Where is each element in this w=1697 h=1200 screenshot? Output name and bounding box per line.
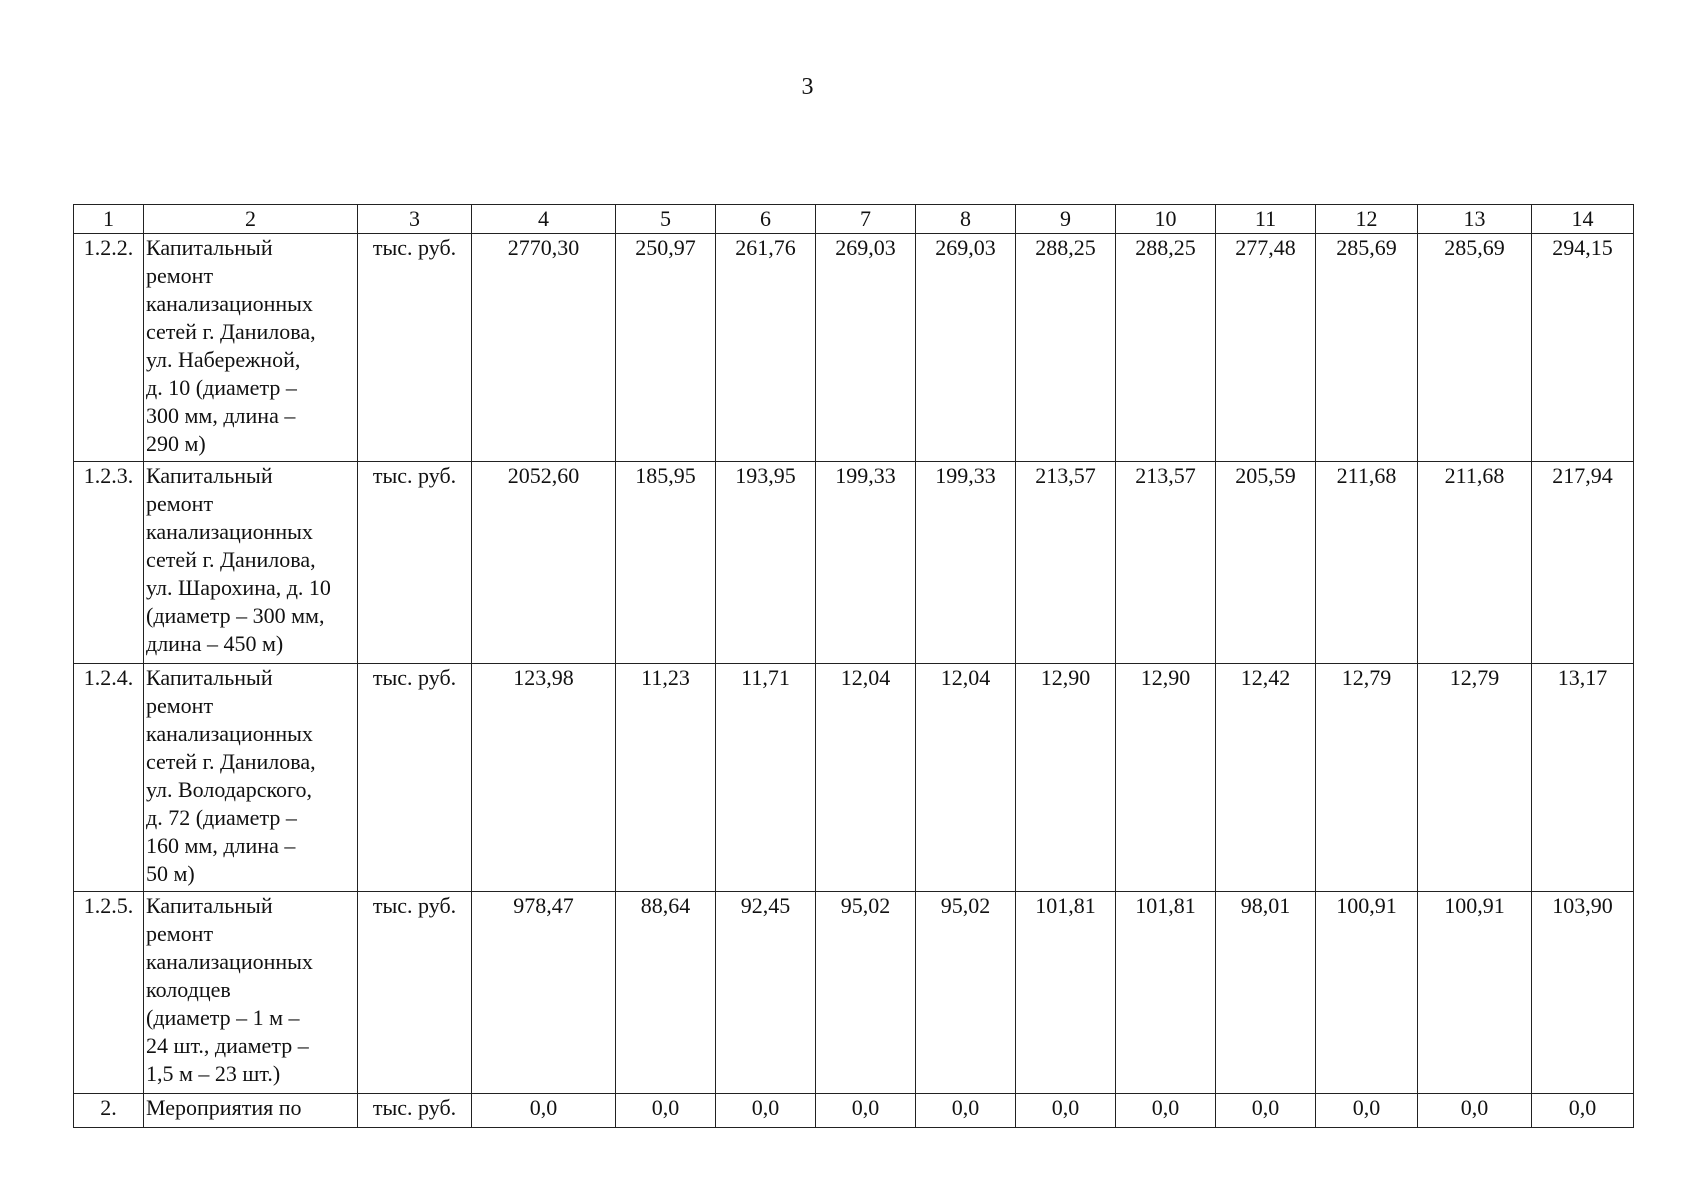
value-cell-col-9: 288,25 <box>1016 234 1116 462</box>
value-cell-col-8: 269,03 <box>916 234 1016 462</box>
value-cell-col-4: 0,0 <box>472 1094 616 1128</box>
table-row <box>74 1094 1634 1128</box>
row-description <box>144 1094 358 1128</box>
value-cell-col-13: 100,91 <box>1418 892 1532 1094</box>
row-unit: тыс. руб. <box>358 1094 472 1128</box>
page-number: 3 <box>801 74 814 100</box>
value-cell-col-9: 101,81 <box>1016 892 1116 1094</box>
value-cell-col-4: 123,98 <box>472 664 616 892</box>
value-cell-col-14: 0,0 <box>1532 1094 1634 1128</box>
value-cell-col-6: 11,71 <box>716 664 816 892</box>
row-unit: тыс. руб. <box>358 892 472 1094</box>
value-cell-col-7: 199,33 <box>816 462 916 664</box>
value-cell-col-7: 0,0 <box>816 1094 916 1128</box>
description-line: д. 10 (диаметр – <box>146 375 297 400</box>
value-cell-col-10: 288,25 <box>1116 234 1216 462</box>
value-cell-col-5: 11,23 <box>616 664 716 892</box>
value-cell-col-13: 211,68 <box>1418 462 1532 664</box>
row-code: 1.2.2. <box>74 234 144 462</box>
value-cell-col-7: 269,03 <box>816 234 916 462</box>
column-header-3: 3 <box>358 205 472 234</box>
column-header-12: 12 <box>1316 205 1418 234</box>
description-line: 300 мм, длина – <box>146 403 296 428</box>
description-line: ул. Набережной, <box>146 347 301 372</box>
column-header-2: 2 <box>144 205 358 234</box>
budget-table <box>73 204 1634 1128</box>
value-cell-col-6: 0,0 <box>716 1094 816 1128</box>
description-line: 24 шт., диаметр – <box>146 1033 309 1058</box>
row-code: 1.2.3. <box>74 462 144 664</box>
value-cell-col-14: 13,17 <box>1532 664 1634 892</box>
value-cell-col-7: 95,02 <box>816 892 916 1094</box>
column-header-11: 11 <box>1216 205 1316 234</box>
description-line: Капитальный <box>146 893 273 918</box>
description-line: ремонт <box>146 263 214 288</box>
value-cell-col-12: 0,0 <box>1316 1094 1418 1128</box>
row-description <box>144 234 358 462</box>
column-header-6: 6 <box>716 205 816 234</box>
description-line: сетей г. Данилова, <box>146 547 316 572</box>
value-cell-col-13: 12,79 <box>1418 664 1532 892</box>
value-cell-col-5: 88,64 <box>616 892 716 1094</box>
column-header-5: 5 <box>616 205 716 234</box>
value-cell-col-8: 199,33 <box>916 462 1016 664</box>
description-line: 160 мм, длина – <box>146 833 296 858</box>
value-cell-col-6: 193,95 <box>716 462 816 664</box>
value-cell-col-8: 95,02 <box>916 892 1016 1094</box>
column-header-7: 7 <box>816 205 916 234</box>
column-header-1: 1 <box>74 205 144 234</box>
description-line: (диаметр – 1 м – <box>146 1005 300 1030</box>
description-line: сетей г. Данилова, <box>146 319 316 344</box>
description-line: Мероприятия по <box>146 1095 302 1120</box>
value-cell-col-9: 213,57 <box>1016 462 1116 664</box>
description-line: д. 72 (диаметр – <box>146 805 297 830</box>
value-cell-col-12: 100,91 <box>1316 892 1418 1094</box>
row-code: 2. <box>74 1094 144 1128</box>
value-cell-col-13: 285,69 <box>1418 234 1532 462</box>
row-description <box>144 892 358 1094</box>
value-cell-col-5: 0,0 <box>616 1094 716 1128</box>
value-cell-col-9: 0,0 <box>1016 1094 1116 1128</box>
table-body <box>74 234 1634 1128</box>
description-line: канализационных <box>146 721 313 746</box>
description-line: ул. Шарохина, д. 10 <box>146 575 331 600</box>
description-line: (диаметр – 300 мм, <box>146 603 325 628</box>
row-code: 1.2.5. <box>74 892 144 1094</box>
value-cell-col-10: 213,57 <box>1116 462 1216 664</box>
table-header <box>74 205 1634 234</box>
value-cell-col-4: 2052,60 <box>472 462 616 664</box>
column-header-4: 4 <box>472 205 616 234</box>
description-line: ремонт <box>146 491 214 516</box>
value-cell-col-12: 285,69 <box>1316 234 1418 462</box>
value-cell-col-11: 12,42 <box>1216 664 1316 892</box>
description-line: Капитальный <box>146 235 273 260</box>
value-cell-col-5: 185,95 <box>616 462 716 664</box>
value-cell-col-4: 2770,30 <box>472 234 616 462</box>
value-cell-col-13: 0,0 <box>1418 1094 1532 1128</box>
table-row <box>74 892 1634 1094</box>
description-line: канализационных <box>146 519 313 544</box>
value-cell-col-10: 101,81 <box>1116 892 1216 1094</box>
row-description <box>144 664 358 892</box>
value-cell-col-14: 294,15 <box>1532 234 1634 462</box>
value-cell-col-11: 277,48 <box>1216 234 1316 462</box>
value-cell-col-11: 205,59 <box>1216 462 1316 664</box>
column-header-9: 9 <box>1016 205 1116 234</box>
column-header-8: 8 <box>916 205 1016 234</box>
description-line: длина – 450 м) <box>146 631 284 656</box>
description-line: Капитальный <box>146 665 273 690</box>
value-cell-col-5: 250,97 <box>616 234 716 462</box>
description-line: канализационных <box>146 949 313 974</box>
row-description <box>144 462 358 664</box>
table-row <box>74 234 1634 462</box>
description-line: ул. Володарского, <box>146 777 313 802</box>
value-cell-col-9: 12,90 <box>1016 664 1116 892</box>
value-cell-col-8: 0,0 <box>916 1094 1016 1128</box>
table-row <box>74 664 1634 892</box>
table-row <box>74 462 1634 664</box>
description-line: 1,5 м – 23 шт.) <box>146 1061 281 1086</box>
column-header-13: 13 <box>1418 205 1532 234</box>
value-cell-col-6: 261,76 <box>716 234 816 462</box>
value-cell-col-14: 217,94 <box>1532 462 1634 664</box>
row-unit: тыс. руб. <box>358 462 472 664</box>
value-cell-col-11: 0,0 <box>1216 1094 1316 1128</box>
value-cell-col-6: 92,45 <box>716 892 816 1094</box>
row-unit: тыс. руб. <box>358 234 472 462</box>
value-cell-col-12: 12,79 <box>1316 664 1418 892</box>
description-line: ремонт <box>146 921 214 946</box>
value-cell-col-14: 103,90 <box>1532 892 1634 1094</box>
row-code: 1.2.4. <box>74 664 144 892</box>
value-cell-col-4: 978,47 <box>472 892 616 1094</box>
description-line: ремонт <box>146 693 214 718</box>
value-cell-col-10: 12,90 <box>1116 664 1216 892</box>
description-line: канализационных <box>146 291 313 316</box>
description-line: 290 м) <box>146 431 206 456</box>
description-line: колодцев <box>146 977 231 1002</box>
column-header-14: 14 <box>1532 205 1634 234</box>
column-header-10: 10 <box>1116 205 1216 234</box>
value-cell-col-7: 12,04 <box>816 664 916 892</box>
description-line: сетей г. Данилова, <box>146 749 316 774</box>
description-line: Капитальный <box>146 463 273 488</box>
value-cell-col-10: 0,0 <box>1116 1094 1216 1128</box>
header-row <box>74 205 1634 234</box>
value-cell-col-8: 12,04 <box>916 664 1016 892</box>
value-cell-col-11: 98,01 <box>1216 892 1316 1094</box>
row-unit: тыс. руб. <box>358 664 472 892</box>
description-line: 50 м) <box>146 861 195 886</box>
value-cell-col-12: 211,68 <box>1316 462 1418 664</box>
